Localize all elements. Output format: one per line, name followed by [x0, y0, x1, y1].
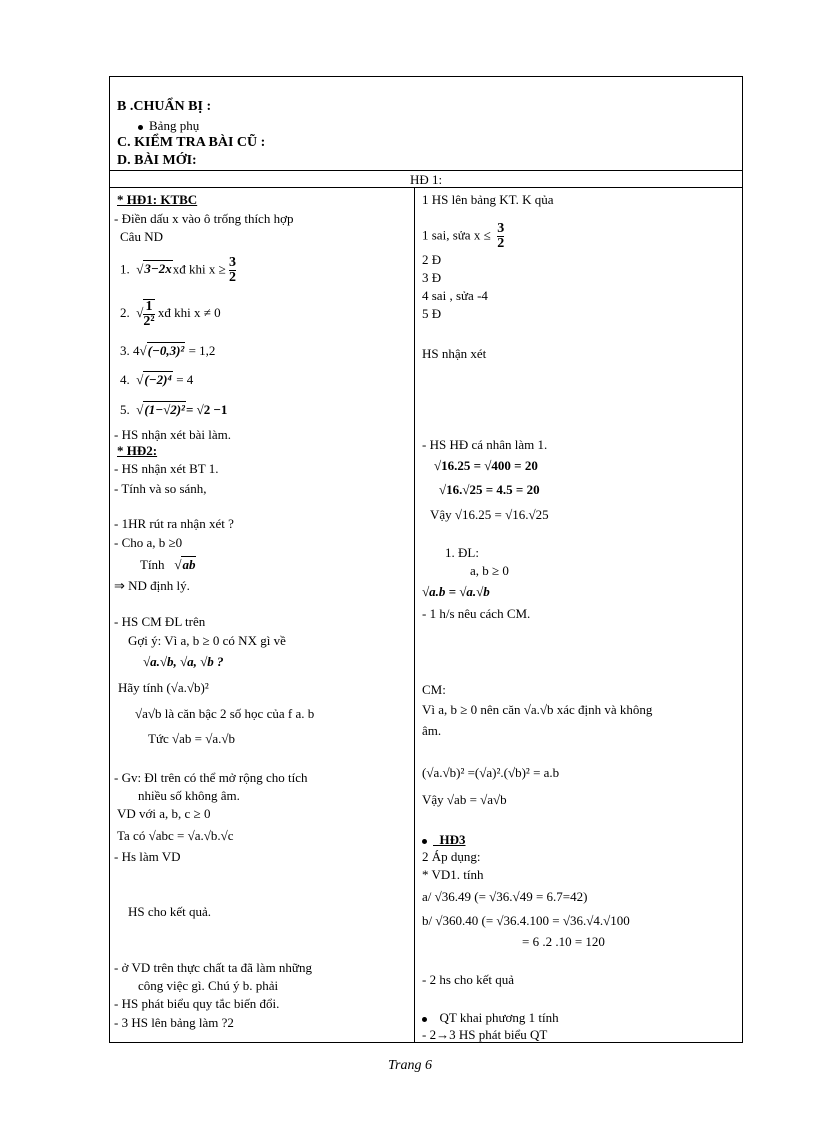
right-line: Vì a, b ≥ 0 nên căn √a.√b xác định và không — [422, 702, 653, 717]
left-line: - Gv: Đl trên có thể mở rộng cho tích — [114, 770, 308, 785]
left-line: Hãy tính (√a.√b)² — [118, 680, 209, 695]
table-divider-header — [109, 170, 743, 171]
hd1-heading: * HĐ1: KTBC — [117, 192, 198, 207]
right-line: - 1 h/s nêu cách CM. — [422, 606, 531, 621]
section-hd1-label: HĐ 1: — [410, 172, 443, 187]
left-line: - HS nhận xét bài làm. — [114, 427, 231, 442]
left-line: công việc gì. Chú ý b. phải — [138, 978, 279, 993]
right-formula: a/ √36.49 (= √36.√49 = 6.7=42) — [422, 889, 588, 904]
section-b-title: B .CHUẨN BỊ : — [117, 99, 212, 114]
question-2: 2. √ $\frac{1}{\text{2²}}$ xđ khi x ≠ 0 — [120, 299, 221, 329]
right-formula: (√a.√b)² =(√a)².(√b)² = a.b — [422, 765, 560, 780]
left-formula: √a.√b, √a, √b ? — [143, 654, 224, 669]
left-line: - HS phát biểu quy tắc biến đổi. — [114, 996, 280, 1011]
bullet-icon — [422, 839, 427, 844]
left-line: HS cho kết quả. — [128, 904, 212, 919]
left-line: VD với a, b, c ≥ 0 — [117, 806, 211, 821]
left-line: - Điền dấu x vào ô trống thích hợp — [114, 211, 294, 226]
question-1: 1. √3−2xxđ khi x ≥ $\frac{3}{2}$ — [120, 255, 237, 285]
right-line: 1 sai, sửa x ≤ $\frac{3}{2}$ — [422, 221, 505, 251]
right-line: CM: — [422, 682, 446, 697]
right-line: HS nhận xét — [422, 346, 487, 361]
question-3: 3. 4√(−0,3)² = 1,2 — [120, 343, 216, 358]
left-line: Gợi ý: Vì a, b ≥ 0 có NX gì về — [128, 633, 286, 648]
right-line: a, b ≥ 0 — [470, 563, 509, 578]
bullet-icon — [422, 1017, 427, 1022]
right-line: âm. — [422, 723, 442, 738]
left-line: - 3 HS lên bảng làm ?2 — [114, 1015, 234, 1030]
right-line: - 2→3 HS phát biểu QT — [422, 1027, 548, 1042]
left-line: Câu ND — [120, 229, 163, 244]
left-line: √a√b là căn bậc 2 số học của f a. b — [135, 706, 315, 721]
bullet-icon — [138, 125, 143, 130]
left-line: Tính √ab — [140, 557, 196, 572]
right-formula: √16.√25 = 4.5 = 20 — [439, 482, 540, 497]
right-line: QT khai phương 1 tính — [422, 1010, 559, 1025]
fraction: $\frac{3}{2}$ — [229, 255, 237, 285]
left-line: - 1HR rút ra nhận xét ? — [114, 516, 234, 531]
section-d-title: D. BÀI MỚI: — [117, 153, 197, 168]
left-line: - Cho a, b ≥0 — [114, 535, 183, 550]
question-5: 5. √(1−√2)²= √2 −1 — [120, 402, 228, 417]
right-line: 1 HS lên bảng KT. K qủa — [422, 192, 554, 207]
left-line: - Tính và so sánh, — [114, 481, 207, 496]
right-line: 5 Đ — [422, 306, 442, 321]
table-column-divider — [414, 187, 415, 1043]
left-line: Tức √ab = √a.√b — [148, 731, 236, 746]
right-formula: b/ √360.40 (= √36.4.100 = √36.√4.√100 — [422, 913, 630, 928]
right-formula: = 6 .2 .10 = 120 — [522, 934, 605, 949]
left-line: - Hs làm VD — [114, 849, 181, 864]
left-line: Ta có √abc = √a.√b.√c — [117, 828, 234, 843]
right-formula: Vậy √ab = √a√b — [422, 792, 507, 807]
left-line: - HS nhận xét BT 1. — [114, 461, 219, 476]
fraction: $\frac{1}{\text{2²}}$ — [143, 299, 155, 329]
hd3-heading: HĐ3 — [422, 832, 466, 847]
section-c-title: C. KIỂM TRA BÀI CŨ : — [117, 135, 266, 150]
right-line: 1. ĐL: — [445, 545, 479, 560]
right-line: - 2 hs cho kết quả — [422, 972, 515, 987]
left-line: nhiều số không âm. — [138, 788, 240, 803]
page-number: Trang 6 — [388, 1058, 432, 1073]
question-4: 4. √(−2)⁴ = 4 — [120, 372, 194, 387]
right-line: 3 Đ — [422, 270, 442, 285]
fraction: $\frac{3}{2}$ — [497, 221, 505, 251]
left-line: - ở VD trên thực chất ta đã làm những — [114, 960, 312, 975]
right-formula: √16.25 = √400 = 20 — [434, 458, 538, 473]
section-b-item: Bảng phụ — [138, 118, 199, 133]
left-line: - HS CM ĐL trên — [114, 614, 206, 629]
right-line: - HS HĐ cá nhân làm 1. — [422, 437, 548, 452]
right-line: 2 Áp dụng: — [422, 849, 481, 864]
right-line: 2 Đ — [422, 252, 442, 267]
left-line: ⇒ ND định lý. — [114, 578, 190, 593]
right-line: 4 sai , sửa -4 — [422, 288, 488, 303]
table-divider-section — [109, 187, 743, 188]
right-formula: √a.b = √a.√b — [422, 584, 490, 599]
hd2-heading: * HĐ2: — [117, 443, 158, 458]
right-formula: Vậy √16.25 = √16.√25 — [430, 507, 549, 522]
right-line: * VD1. tính — [422, 867, 484, 882]
